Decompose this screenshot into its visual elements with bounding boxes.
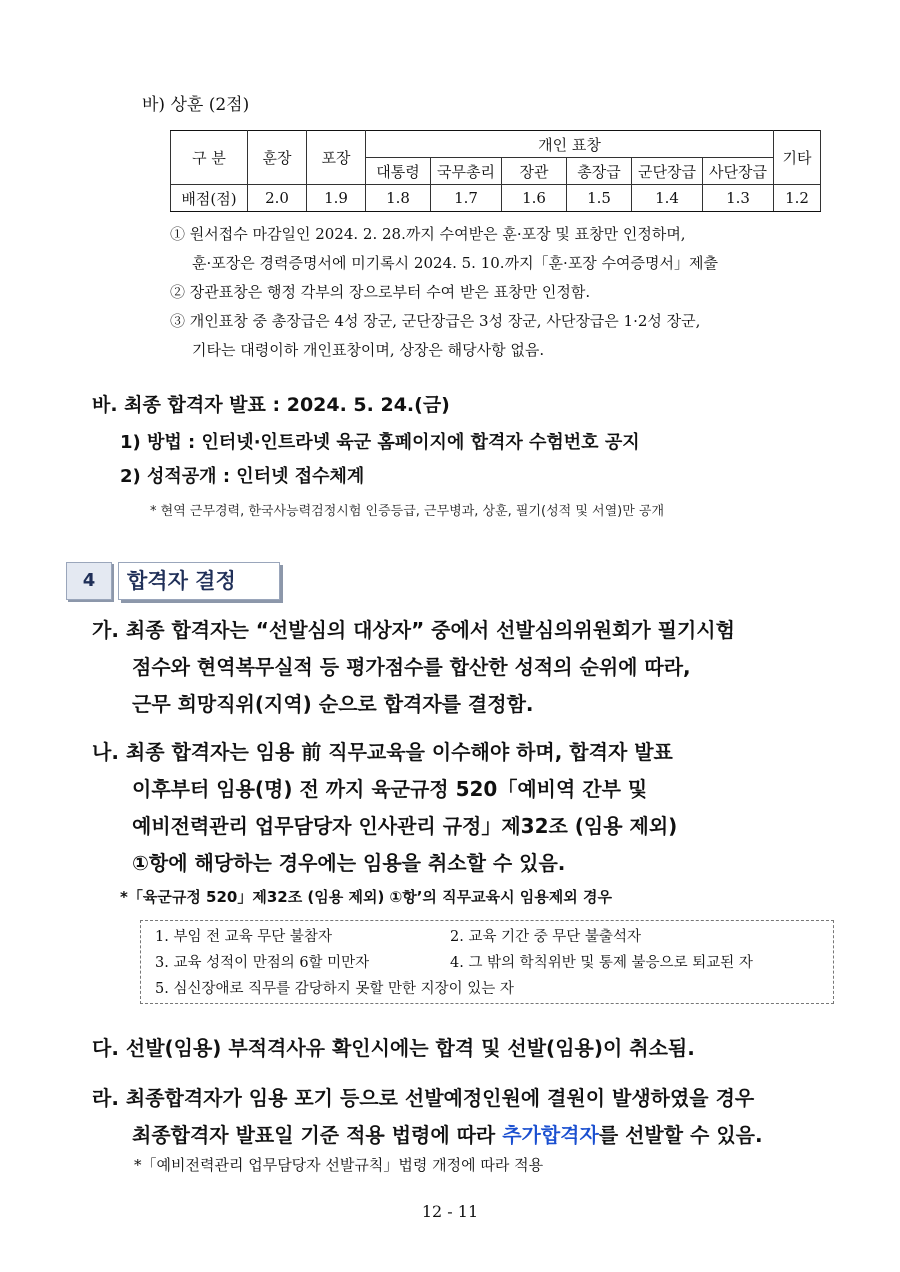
exclusion-item: 5. 심신장애로 직무를 감당하지 못할 만한 지장이 있는 자 (155, 981, 514, 997)
table-col-chief: 총장급 (567, 158, 632, 185)
table-cell: 1.7 (431, 185, 502, 212)
table-header-personal: 개인 표창 (366, 131, 774, 158)
paragraph-line (92, 1117, 763, 1154)
paragraph-text: 최종합격자 발표일 기준 적용 법령에 따라 (132, 1123, 503, 1147)
paragraph-text: 를 선발할 수 있음. (598, 1123, 763, 1147)
award-note-1-cont: 훈·포장은 경력증명서에 미기록시 2024. 5. 10.까지「훈·포장 수여증명서」제출 (192, 254, 718, 272)
paragraph-line: 다. 선발(임용) 부적격사유 확인시에는 합격 및 선발(임용)이 취소됨. (92, 1036, 695, 1060)
page-number: 12 - 11 (421, 1202, 479, 1221)
announcement-method: 1) 방법 : 인터넷·인트라넷 육군 홈페이지에 합격자 수험번호 공지 (120, 432, 640, 453)
announcement-heading: 바. 최종 합격자 발표 : 2024. 5. 24.(금) (92, 394, 450, 416)
table-col-division: 사단장급 (703, 158, 774, 185)
paragraph-line: ①항에 해당하는 경우에는 임용을 취소할 수 있음. (132, 851, 566, 875)
paragraph-na (92, 734, 677, 882)
additional-passers-highlight: 추가합격자 (502, 1123, 599, 1147)
exclusion-item: 3. 교육 성적이 만점의 6할 미만자 (155, 955, 370, 971)
table-col-president: 대통령 (366, 158, 431, 185)
section-title: 합격자 결정 (127, 569, 236, 593)
paragraph-da (92, 1030, 695, 1067)
paragraph-line: 나. 최종 합격자는 임용 前 직무교육을 이수해야 하며, 합격자 발표 (92, 740, 673, 764)
table-row-label: 배점(점) (171, 185, 248, 212)
table-col-minister: 장관 (502, 158, 567, 185)
table-cell: 1.3 (703, 185, 774, 212)
paragraph-line: 예비전력관리 업무담당자 인사관리 규정」제32조 (임용 제외) (132, 814, 678, 838)
awards-subsection-title: 바) 상훈 (2점) (142, 95, 250, 115)
table-col-corps: 군단장급 (632, 158, 703, 185)
announcement-note: * 현역 근무경력, 한국사능력검정시험 인증등급, 근무병과, 상훈, 필기(성적 및 서열)만 공개 (150, 504, 665, 519)
award-note-1: ① 원서접수 마감일인 2024. 2. 28.까지 수여받은 훈·포장 및 표창만 인정하며, (170, 225, 686, 243)
section-title-box (118, 562, 280, 600)
table-cell: 1.2 (774, 185, 821, 212)
table-header-hunjang: 훈장 (248, 131, 307, 185)
paragraph-ra-note: *「예비전력관리 업무담당자 선발규칙」법령 개정에 따라 적용 (134, 1156, 544, 1174)
section-number-badge (66, 562, 112, 600)
paragraph-ra (92, 1080, 763, 1154)
exclusion-item: 2. 교육 기간 중 무단 불출석자 (450, 929, 641, 945)
paragraph-line: 라. 최종합격자가 임용 포기 등으로 선발예정인원에 결원이 발생하였을 경우 (92, 1086, 755, 1110)
table-cell: 1.5 (567, 185, 632, 212)
table-col-prime-minister: 국무총리 (431, 158, 502, 185)
table-cell: 1.4 (632, 185, 703, 212)
paragraph-line: 점수와 현역복무실적 등 평가점수를 합산한 성적의 순위에 따라, (132, 655, 691, 679)
table-cell: 1.9 (307, 185, 366, 212)
paragraph-na-note: *「육군규정 520」제32조 (임용 제외) ①항’의 직무교육시 임용제외 경우 (120, 888, 612, 906)
paragraph-line: 근무 희망직위(지역) 순으로 합격자를 결정함. (132, 692, 534, 716)
table-cell: 1.6 (502, 185, 567, 212)
table-header-pojang: 포장 (307, 131, 366, 185)
paragraph-line: 가. 최종 합격자는 “선발심의 대상자” 중에서 선발심의위원회가 필기시험 (92, 618, 735, 642)
exclusion-item: 1. 부임 전 교육 무단 불참자 (155, 929, 332, 945)
award-note-2: ② 장관표창은 행정 각부의 장으로부터 수여 받은 표창만 인정함. (170, 283, 591, 301)
exclusion-item: 4. 그 밖의 학칙위반 및 통제 불응으로 퇴교된 자 (450, 955, 753, 971)
award-note-3: ③ 개인표창 중 총장급은 4성 장군, 군단장급은 3성 장군, 사단장급은 1·2성 장군, (170, 312, 701, 330)
table-cell: 1.8 (366, 185, 431, 212)
paragraph-line: 이후부터 임용(명) 전 까지 육군규정 520「예비역 간부 및 (132, 777, 648, 801)
awards-notes (170, 220, 718, 365)
exclusion-criteria-box (140, 920, 834, 1004)
table-header-gubun: 구 분 (171, 131, 248, 185)
awards-score-table (170, 130, 821, 212)
award-note-3-cont: 기타는 대령이하 개인표창이며, 상장은 해당사항 없음. (192, 341, 545, 359)
table-header-gita: 기타 (774, 131, 821, 185)
paragraph-ga (92, 612, 735, 723)
announcement-score-disclosure: 2) 성적공개 : 인터넷 접수체계 (120, 466, 365, 487)
section-number: 4 (82, 570, 96, 591)
table-cell: 2.0 (248, 185, 307, 212)
